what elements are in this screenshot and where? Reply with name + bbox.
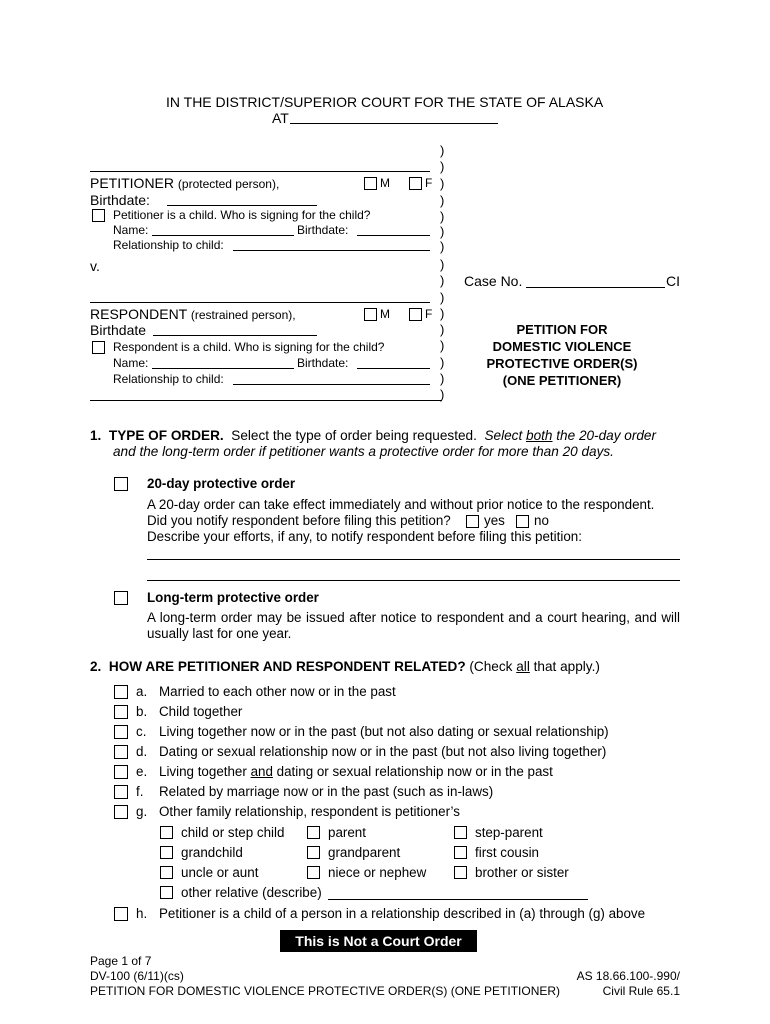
respondent-birthdate-field[interactable] [153,335,317,336]
petitioner-label: PETITIONER [90,175,175,191]
relation-e-and: and [250,764,273,779]
resp-signer-name-field[interactable] [152,368,294,369]
at-label: AT [272,110,289,126]
sex-m-label: M [380,307,390,321]
relation-g-checkbox[interactable] [114,805,128,819]
paren: ) [440,273,445,288]
paren: ) [440,306,445,321]
at-location-field[interactable] [290,123,498,124]
relation-letter: a. [136,684,148,699]
versus-label: v. [90,258,100,274]
twenty-day-checkbox[interactable] [114,477,128,491]
paren: ) [440,224,445,239]
footer-statute: AS 18.66.100-.990/ [576,969,680,983]
relative-checkbox[interactable] [160,826,173,839]
section2-heading: HOW ARE PETITIONER AND RESPONDENT RELATED? [108,659,466,674]
petitioner-male-checkbox[interactable] [364,177,377,190]
relation-letter: g. [136,804,148,819]
section2-heading-line [90,659,600,674]
case-suffix: CI [666,273,680,289]
relative-label: grandchild [181,845,243,860]
resp-relationship-field[interactable] [233,384,430,385]
section-number: 1. [90,428,102,443]
section1-text: Select the type of order being requested. [231,428,477,443]
document-title [462,321,662,389]
relative-checkbox[interactable] [454,866,467,879]
paren: ) [440,159,445,174]
not-court-order-banner: This is Not a Court Order [280,930,477,952]
relation-text: Dating or sexual relationship now or in the past (but not also living together) [159,744,607,759]
respondent-label-row [90,306,296,322]
paren: ) [440,257,445,272]
pet-signer-name-field[interactable] [152,235,294,236]
respondent-female-checkbox[interactable] [409,308,422,321]
footer-rule: Civil Rule 65.1 [602,984,680,998]
relation-h-checkbox[interactable] [114,907,128,921]
section1-heading: TYPE OF ORDER. [108,428,224,443]
twenty-day-title: 20-day protective order [147,476,296,491]
respondent-child-text: Respondent is a child. Who is signing for the child? [113,340,385,354]
long-term-checkbox[interactable] [114,591,128,605]
title-line: DOMESTIC VIOLENCE [492,339,632,354]
relative-checkbox[interactable] [160,846,173,859]
relative-label: parent [328,825,366,840]
relative-label: uncle or aunt [181,865,259,880]
check-all: all [516,659,530,674]
relation-c-checkbox[interactable] [114,725,128,739]
notify-describe: Describe your efforts, if any, to notify respondent before filing this petition: [147,529,582,544]
relation-e-text-a: Living together [159,764,247,779]
sex-m-label: M [380,176,390,190]
case-no-label: Case No. [464,273,523,289]
relation-letter: f. [136,784,144,799]
relative-checkbox[interactable] [454,846,467,859]
respondent-male-checkbox[interactable] [364,308,377,321]
pet-relationship-field[interactable] [233,250,430,251]
relative-checkbox[interactable] [160,866,173,879]
petitioner-female-checkbox[interactable] [409,177,422,190]
relation-text: Child together [159,704,243,719]
title-line: PETITION FOR [516,322,608,337]
relative-checkbox[interactable] [307,866,320,879]
relation-text: Married to each other now or in the past [159,684,396,699]
respondent-birthdate-label: Birthdate [90,322,147,338]
other-relative-label: other relative (describe) [181,885,322,900]
paren: ) [440,209,445,224]
footer-form-id: DV-100 (6/11)(cs) [90,969,184,983]
notify-question: Did you notify respondent before filing this petition? [147,513,451,528]
petitioner-label-row [90,175,279,191]
paren: ) [440,143,445,158]
court-title: IN THE DISTRICT/SUPERIOR COURT FOR THE STATE OF ALASKA [166,94,604,110]
resp-signer-birthdate-label: Birthdate: [297,356,349,370]
paren: ) [440,387,445,402]
relative-label: brother or sister [475,865,569,880]
resp-signer-name-label: Name: [113,356,149,370]
petitioner-child-checkbox[interactable] [92,209,105,222]
paren: ) [440,290,445,305]
relation-letter: h. [136,906,148,921]
other-relative-field[interactable] [328,899,588,900]
respondent-label: RESPONDENT [90,306,187,322]
paren: ) [440,176,445,191]
title-line: PROTECTIVE ORDER(S) [486,356,638,371]
relative-checkbox[interactable] [307,826,320,839]
petitioner-name-field[interactable] [90,171,430,172]
notify-no-checkbox[interactable] [516,515,529,528]
pet-signer-name-label: Name: [113,223,149,237]
petitioner-child-text: Petitioner is a child. Who is signing for the child? [113,208,371,222]
relation-b-checkbox[interactable] [114,705,128,719]
relative-label: step-parent [475,825,543,840]
respondent-qualifier: (restrained person), [190,308,296,322]
paren: ) [440,338,445,353]
sex-f-label: F [425,307,433,321]
relative-label: grandparent [328,845,401,860]
notify-efforts-field-1[interactable] [147,559,680,560]
section1-italic-line2: and the long-term order if petitioner wants a protective order for more than 20 days. [113,444,614,459]
notify-no-label: no [534,513,549,528]
relation-text: Living together now or in the past (but not also dating or sexual relationship) [159,724,609,739]
paren: ) [440,193,445,208]
petitioner-birthdate-label: Birthdate: [90,192,150,208]
relation-d-checkbox[interactable] [114,745,128,759]
case-number-field[interactable] [526,287,665,288]
relative-checkbox[interactable] [307,846,320,859]
sex-f-label: F [425,176,433,190]
relative-label: niece or nephew [328,865,427,880]
footer-page: Page 1 of 7 [90,954,152,968]
relation-f-checkbox[interactable] [114,785,128,799]
relation-e-checkbox[interactable] [114,765,128,779]
resp-signer-birthdate-field[interactable] [357,368,430,369]
long-term-text: A long-term order may be issued after notice to respondent and a court hearing, and will usually last for one year. [147,610,680,641]
other-relative-checkbox[interactable] [160,886,173,899]
notify-yes-checkbox[interactable] [466,515,479,528]
relative-checkbox[interactable] [454,826,467,839]
section-number: 2. [90,659,102,674]
section1-italic-b: the 20-day order [556,428,657,443]
section1-heading-line [90,428,656,443]
paren: ) [440,355,445,370]
section1-italic-both: both [526,428,553,443]
caption-bottom-rule [90,400,442,401]
petitioner-birthdate-field[interactable] [167,205,317,206]
paren: ) [440,239,445,254]
pet-relationship-label: Relationship to child: [113,238,224,252]
respondent-name-field[interactable] [90,302,430,303]
relation-text [159,764,553,779]
relation-letter: d. [136,744,148,759]
relation-e-text-b: dating or sexual relationship now or in the past [276,764,553,779]
relation-letter: e. [136,764,148,779]
relation-text: Other family relationship, respondent is petitioner’s [159,804,460,819]
footer-form-title: PETITION FOR DOMESTIC VIOLENCE PROTECTIVE ORDER(S) (ONE PETITIONER) [90,984,561,998]
pet-signer-birthdate-field[interactable] [357,235,430,236]
pet-signer-birthdate-label: Birthdate: [297,223,349,237]
twenty-day-text: A 20-day order can take effect immediately and without prior notice to the respondent. [147,497,655,512]
notify-yes-label: yes [484,513,505,528]
relation-text: Petitioner is a child of a person in a relationship described in (a) through (g) above [159,906,646,921]
section1-italic-a: Select [484,428,523,443]
check-b: that apply.) [533,659,600,674]
resp-relationship-label: Relationship to child: [113,372,224,386]
check-a: (Check [469,659,513,674]
long-term-title: Long-term protective order [147,590,319,605]
relation-letter: c. [136,724,147,739]
respondent-child-checkbox[interactable] [92,341,105,354]
petitioner-qualifier: (protected person), [177,177,280,191]
paren: ) [440,371,445,386]
relation-letter: b. [136,704,148,719]
relation-a-checkbox[interactable] [114,685,128,699]
relation-text: Related by marriage now or in the past (such as in-laws) [159,784,494,799]
relative-label: child or step child [181,825,285,840]
notify-efforts-field-2[interactable] [147,580,680,581]
relative-label: first cousin [475,845,539,860]
title-line: (ONE PETITIONER) [502,373,622,388]
paren: ) [440,322,445,337]
